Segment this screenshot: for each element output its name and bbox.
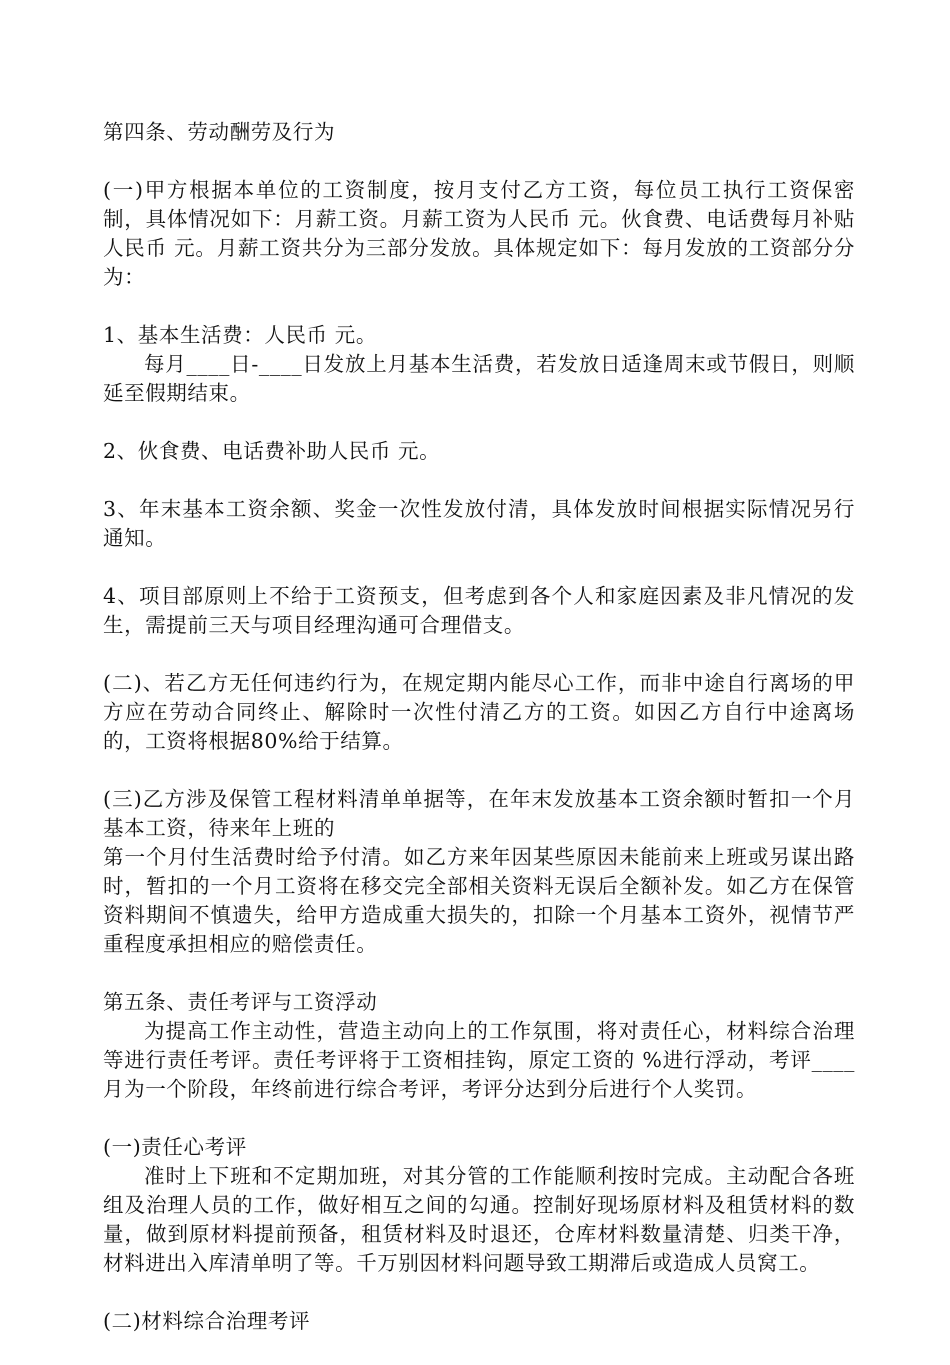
sub-1-heading-text: (一)责任心考评 <box>103 1135 247 1159</box>
item-1-text: (一)甲方根据本单位的工资制度，按月支付乙方工资，每位员工执行工资保密制，具体情况如下：月薪工资。月薪工资为人民币 元。伙食费、电话费每月补贴人民币 元。月薪工资共分为三部分发放。具体规定如下：每月发放的工资部分分为： <box>103 178 855 289</box>
item-3 <box>103 785 855 959</box>
point-3-text: 3、年末基本工资余额、奖金一次性发放付清，具体发放时间根据实际情况另行通知。 <box>103 497 855 550</box>
art4-heading-text: 第四条、劳动酬劳及行为 <box>103 120 336 144</box>
sub-2-heading <box>103 1307 855 1336</box>
sub-1-body <box>103 1162 855 1278</box>
item-1 <box>103 176 855 292</box>
art5-body-text: 为提高工作主动性，营造主动向上的工作氛围，将对责任心，材料综合治理等进行责任考评。责任考评将于工资相挂钩，原定工资的 %进行浮动，考评____月为一个阶段，年终前进行综合考评，考评分达到分后进行个人奖罚。 <box>103 1019 855 1101</box>
art5-heading <box>103 988 855 1017</box>
point-1-text: 1、基本生活费：人民币 元。 <box>103 323 377 347</box>
point-2-text: 2、伙食费、电话费补助人民币 元。 <box>103 439 441 463</box>
item-3-text: 第一个月付生活费时给予付清。如乙方来年因某些原因未能前来上班或另谋出路时，暂扣的一个月工资将在移交完全部相关资料无误后全额补发。如乙方在保管资料期间不慎遗失，给甲方造成重大损失的，扣除一个月基本工资外，视情节严重程度承担相应的赔偿责任。 <box>103 845 855 956</box>
item-2 <box>103 669 855 756</box>
point-1-detail-text: 每月____日-____日发放上月基本生活费，若发放日适逢周末或节假日，则顺延至假期结束。 <box>103 352 855 405</box>
point-3 <box>103 495 855 553</box>
sub-1-heading <box>103 1133 855 1162</box>
sub-2-heading-text: (二)材料综合治理考评 <box>103 1309 311 1333</box>
sub-1-body-text: 准时上下班和不定期加班，对其分管的工作能顺利按时完成。主动配合各班组及治理人员的工作，做好相互之间的勾通。控制好现场原材料及租赁材料的数量，做到原材料提前预备，租赁材料及时退还，仓库材料数量清楚、归类干净，材料进出入库清单明了等。千万别因材料问题导致工期滞后或造成人员窝工。 <box>103 1164 855 1275</box>
point-1-detail <box>103 350 855 408</box>
point-4-text: 4、项目部原则上不给于工资预支，但考虑到各个人和家庭因素及非凡情况的发生，需提前三天与项目经理沟通可合理借支。 <box>103 584 855 637</box>
item-2-text: (二)、若乙方无任何违约行为，在规定期内能尽心工作，而非中途自行离场的甲方应在劳动合同终止、解除时一次性付清乙方的工资。如因乙方自行中途离场的，工资将根据80%给于结算。 <box>103 671 855 753</box>
document-page <box>103 118 855 1365</box>
art5-body <box>103 1017 855 1104</box>
art5-heading-text: 第五条、责任考评与工资浮动 <box>103 990 378 1014</box>
item-3-text: (三)乙方涉及保管工程材料清单单据等，在年末发放基本工资余额时暂扣一个月基本工资，待来年上班的 <box>103 787 855 840</box>
art4-heading <box>103 118 855 147</box>
point-1 <box>103 321 855 350</box>
point-2 <box>103 437 855 466</box>
point-4 <box>103 582 855 640</box>
